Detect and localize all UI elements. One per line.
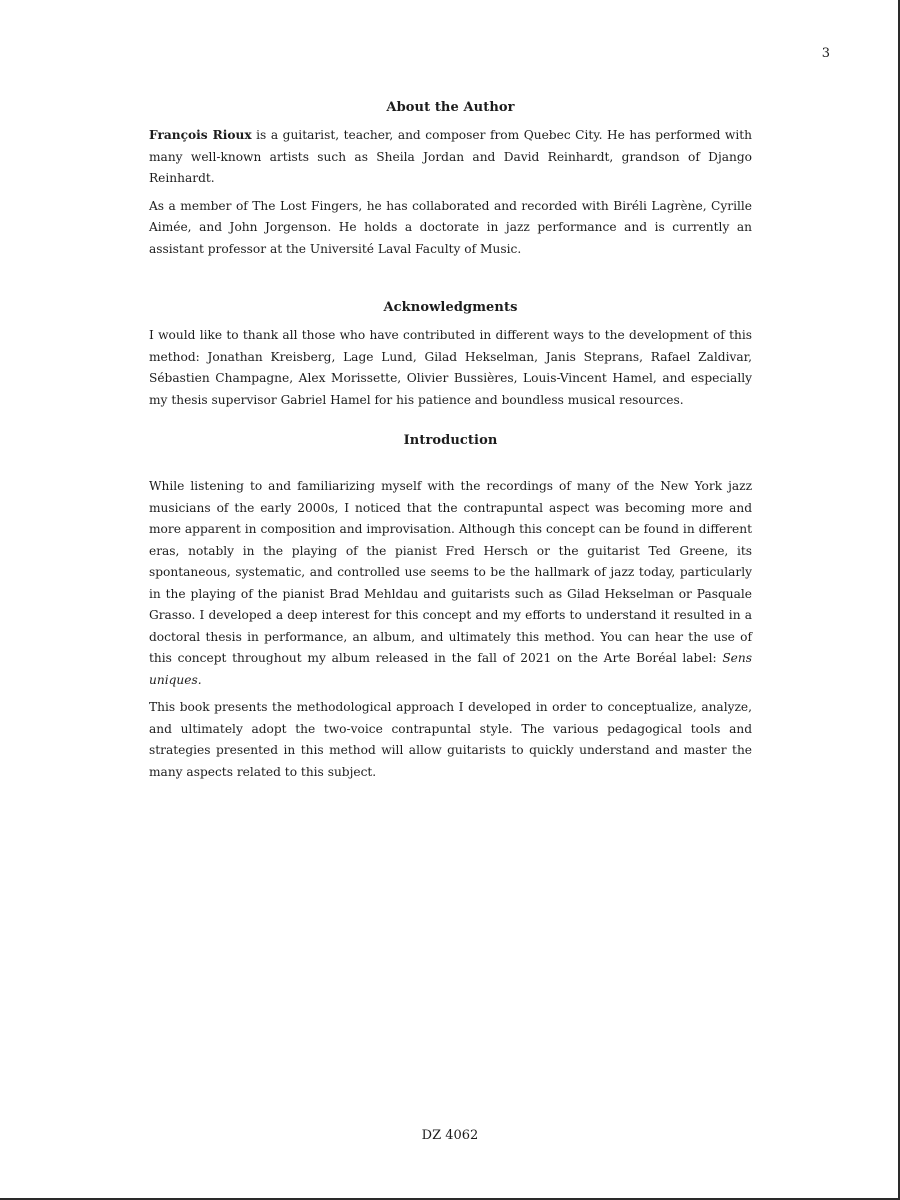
acknowledgments-paragraph: I would like to thank all those who have contributed in different ways to the development of this method: Jonathan Kreisberg, Lage Lund, Gilad Hekselman, Janis Steprans, Rafael Zaldivar, Sébastien Champagne, Alex Morissette, Olivier Bussières, Louis-Vincent Hamel, and especially my thesis supervisor Gabriel Hamel for his patience and boundless musical resources.	[149, 328, 752, 407]
introduction-paragraph-2: This book presents the methodological approach I developed in order to conceptualize, analyze, and ultimately adopt the two-voice contrapuntal style. The various pedagogical tools and strategies presented in this method will allow guitarists to quickly understand and master the many aspects related to this subject.	[149, 700, 752, 779]
introduction-paragraph-1-text: While listening to and familiarizing myself with the recordings of many of the New York jazz musicians of the early 2000s, I noticed that the contrapuntal aspect was becoming more and more apparent in composition and improvisation. Although this concept can be found in different eras, notably in the playing of the pianist Fred Hersch or the guitarist Ted Greene, its spontaneous, systematic, and controlled use seems to be the hallmark of jazz today, particularly in the playing of the pianist Brad Mehldau and guitarists such as Gilad Hekselman or Pasquale Grasso. I developed a deep interest for this concept and my efforts to understand it resulted in a doctoral thesis in performance, an album, and ultimately this method. You can hear the use of this concept throughout my album released in the fall of 2021 on the Arte Boréal label:	[149, 479, 752, 665]
about-author-heading: About the Author	[386, 100, 515, 115]
about-author-paragraph-2: As a member of The Lost Fingers, he has collaborated and recorded with Biréli Lagrène, Cyrille Aimée, and John Jorgenson. He holds a doctorate in jazz performance and is currently an assistant professor at the Université Laval Faculty of Music.	[149, 198, 752, 256]
introduction-section	[149, 433, 752, 783]
page-content	[149, 100, 752, 789]
catalog-code-footer: DZ 4062	[421, 1128, 479, 1143]
page-number: 3	[821, 46, 830, 61]
acknowledgments-heading: Acknowledgments	[383, 300, 518, 315]
introduction-paragraph-1	[149, 476, 752, 691]
about-author-paragraph-1-text: is a guitarist, teacher, and composer from Quebec City. He has performed with many well-known artists such as Sheila Jordan and David Reinhardt, grandson of Django Reinhardt.	[149, 128, 752, 185]
about-author-paragraph-1	[149, 125, 752, 190]
about-author-section	[149, 100, 752, 260]
acknowledgments-section	[149, 300, 752, 411]
author-name: François Rioux	[149, 128, 252, 142]
introduction-heading: Introduction	[403, 433, 498, 448]
album-title: Sens uniques.	[149, 651, 752, 687]
